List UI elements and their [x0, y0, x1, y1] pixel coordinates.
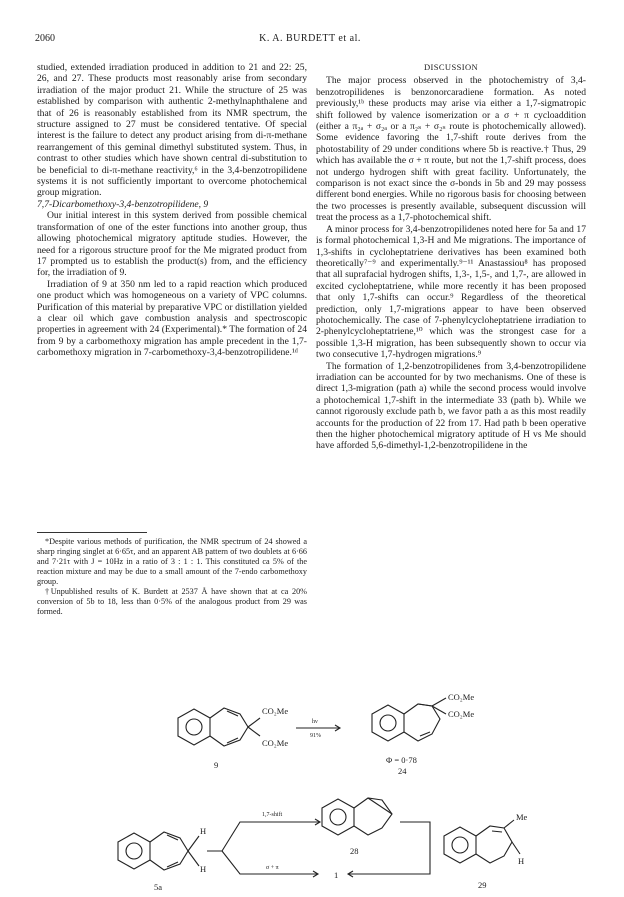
- arrow-product-label: 1: [334, 870, 339, 880]
- compound-29-structure: [444, 820, 520, 863]
- right-paragraph-1: The major process observed in the photochemistry of 3,4-benzotropilidenes is benzonorcaradiene formation. As noted previously,¹ᵇ these products may arise via either a 1,7-sigmatropic shift followed by valence isomerization or a σ + π cycloaddition (either a π₂ₐ + σ₂ₐ or a π₂ₛ + σ₂ₛ route is photochemically allowed). Some evidence favoring the 1,7-shift route derives from the photostability of 29 under conditions where 5b is reactive.† Thus, 29 which has available the σ + π route, but not the 1,7-shift process, does not undergo hydrogen shift with great facility. Unfortunately, the comparison is not exact since the σ-bonds in 5b and 29 may possess different bond energies. While no rigorous basis for choosing between the two processes is presently available, subsequent discussion will treat the process as a 1,7-photochemical shift.: [316, 75, 586, 224]
- compound-28-label: 28: [350, 846, 359, 856]
- compound-9-label: 9: [214, 760, 219, 770]
- subheading: [37, 199, 307, 210]
- compound-24-structure: [372, 698, 446, 741]
- compound-29-sub2: H: [518, 856, 525, 866]
- lower-arrow-label: σ + π: [266, 865, 279, 871]
- compound-29-sub1: Me: [516, 812, 528, 822]
- compound-24-label: 24: [398, 766, 407, 776]
- upper-path: [207, 822, 320, 851]
- compound-9-structure: [178, 708, 260, 746]
- reaction-scheme: [0, 622, 624, 892]
- arrow-bottom-label: 91%: [310, 733, 321, 739]
- left-paragraph-2: Our initial interest in this system derived from possible chemical transformation of one of the ester functions into another group, thus allowing photochemical migratory aptitude studies. However, the need for a rigorous structure proof for the Me migrated product from 17 prompted us to establish the product(s) from, and the efficiency for, the irradiation of 9.: [37, 210, 307, 279]
- compound-5a-h2: H: [200, 864, 207, 874]
- page-number: 2060: [35, 33, 55, 44]
- compound-5a-label: 5a: [154, 882, 163, 892]
- footnote-1: *Despite various methods of purification, the NMR spectrum of 24 showed a sharp ringing singlet at 6·65τ, and an apparent AB pattern of two doublets at 6·66 and 7·21τ with J = 10Hz in a ratio of 3 : 1 : 1. This constituted ca 5% of the reaction mixture and may be due to a small amount of the 7-endo carbomethoxy group.: [37, 537, 307, 586]
- section-title: DISCUSSION: [423, 62, 479, 72]
- footnote-2: †Unpublished results of K. Burdett at 2537 Å have shown that at ca 20% conversion of 5b to 18, less than 0·5% of the analogous product from 29 was formed.: [37, 587, 307, 616]
- subheading-text: 7,7-Dicarbomethoxy-3,4-benzotropilidene, 9: [37, 198, 209, 210]
- compound-9-sub2: CO₂Me: [262, 738, 289, 748]
- compound-5a-structure: [118, 832, 199, 870]
- left-column: [37, 62, 307, 359]
- compound-28-structure: [322, 798, 392, 835]
- right-paragraph-3: The formation of 1,2-benzotropilidenes from 3,4-benzotropilidene irradiation can be accounted for by two mechanisms. One of these is direct 1,3-migration (path a) while the second process would involve a photochemical 1,7-shift in the intermediate 33 (path b). While we cannot rigorously exclude path b, we favor path a as this most readily accounts for the production of 22 from 17. Had path b been operative then the higher photochemical migratory aptitude of H vs Me should have afforded 5,6-dimethyl-1,2-benzotropilidene in the: [316, 360, 586, 452]
- footnote-rule: [37, 532, 147, 533]
- arrow-top-label: hν: [312, 719, 318, 725]
- upper-arrow-label: 1,7-shift: [262, 812, 283, 818]
- compound-24-sub2: CO₂Me: [448, 709, 475, 719]
- compound-29-label: 29: [478, 880, 487, 890]
- compound-24-sub1: CO₂Me: [448, 692, 475, 702]
- left-paragraph-3: Irradiation of 9 at 350 nm led to a rapid reaction which produced one product which was homogeneous on a variety of VPC columns. Purification of this material by preparative VPC or distillation yielded a clear oil which gave combustion analysis and spectroscopic properties in agreement with 24 (Experimental).* The formation of 24 from 9 by a carbomethoxy migration has ample precedent in the 1,7-carbomethoxy migration in 7-carbomethoxy-3,4-benzotropilidene.¹ᵈ: [37, 278, 307, 359]
- running-head: K. A. BURDETT et al.: [259, 33, 361, 44]
- right-column: [316, 62, 586, 452]
- page-header: [35, 33, 585, 47]
- footnotes: [37, 532, 307, 617]
- quantum-yield: Φ = 0·78: [386, 755, 417, 765]
- compound-9-sub1: CO₂Me: [262, 706, 289, 716]
- compound-5a-h1: H: [200, 826, 207, 836]
- right-paragraph-2: A minor process for 3,4-benzotropilidenes noted here for 5a and 17 is formal photochemical 1,3-H and Me migrations. The importance of 1,3-shifts in cycloheptatriene derivatives has been examined both theoretically⁷⁻⁹ and experimentally.⁹⁻¹¹ Anastassiou⁸ has proposed that all suprafacial hydrogen shifts, 1,3-, 1,5-, and 1,7-, are allowed in excited cycloheptatriene, while more recently it has been proposed that only 1,7-shifts can occur.⁹ Regardless of the theoretical prediction, only 1,7-migrations appear to have been observed photochemically. The case of 7-phenylcycloheptatriene irradiation to 2-phenylcycloheptatriene,¹⁰ which was the strongest case for a possible 1,3-H migration, has been subsequently shown to occur via two consecutive 1,7-hydrogen migrations.⁹: [316, 223, 586, 361]
- left-paragraph-1: studied, extended irradiation produced in addition to 21 and 22: 25, 26, and 27. These products most reasonably arise from secondary irradiation of the major product 21. While the structure of 25 was established by comparison with authentic 2-methylnaphthalene and that of 26 is reasonably established from its NMR spectrum, the structure assigned to 27 must be considered tentative. Of special interest is the failure to detect any product arising from di-π-methane rearrangement of this geminal dimethyl substituted system. Thus, in contrast to other studies which have shown central di-substitution to be beneficial to di-π-methane reactivity,⁶ in the 3,4-benzotropilidene systems it is not sufficiently important to overcome photochemical group migration.: [37, 62, 307, 199]
- scheme-svg: [0, 622, 624, 892]
